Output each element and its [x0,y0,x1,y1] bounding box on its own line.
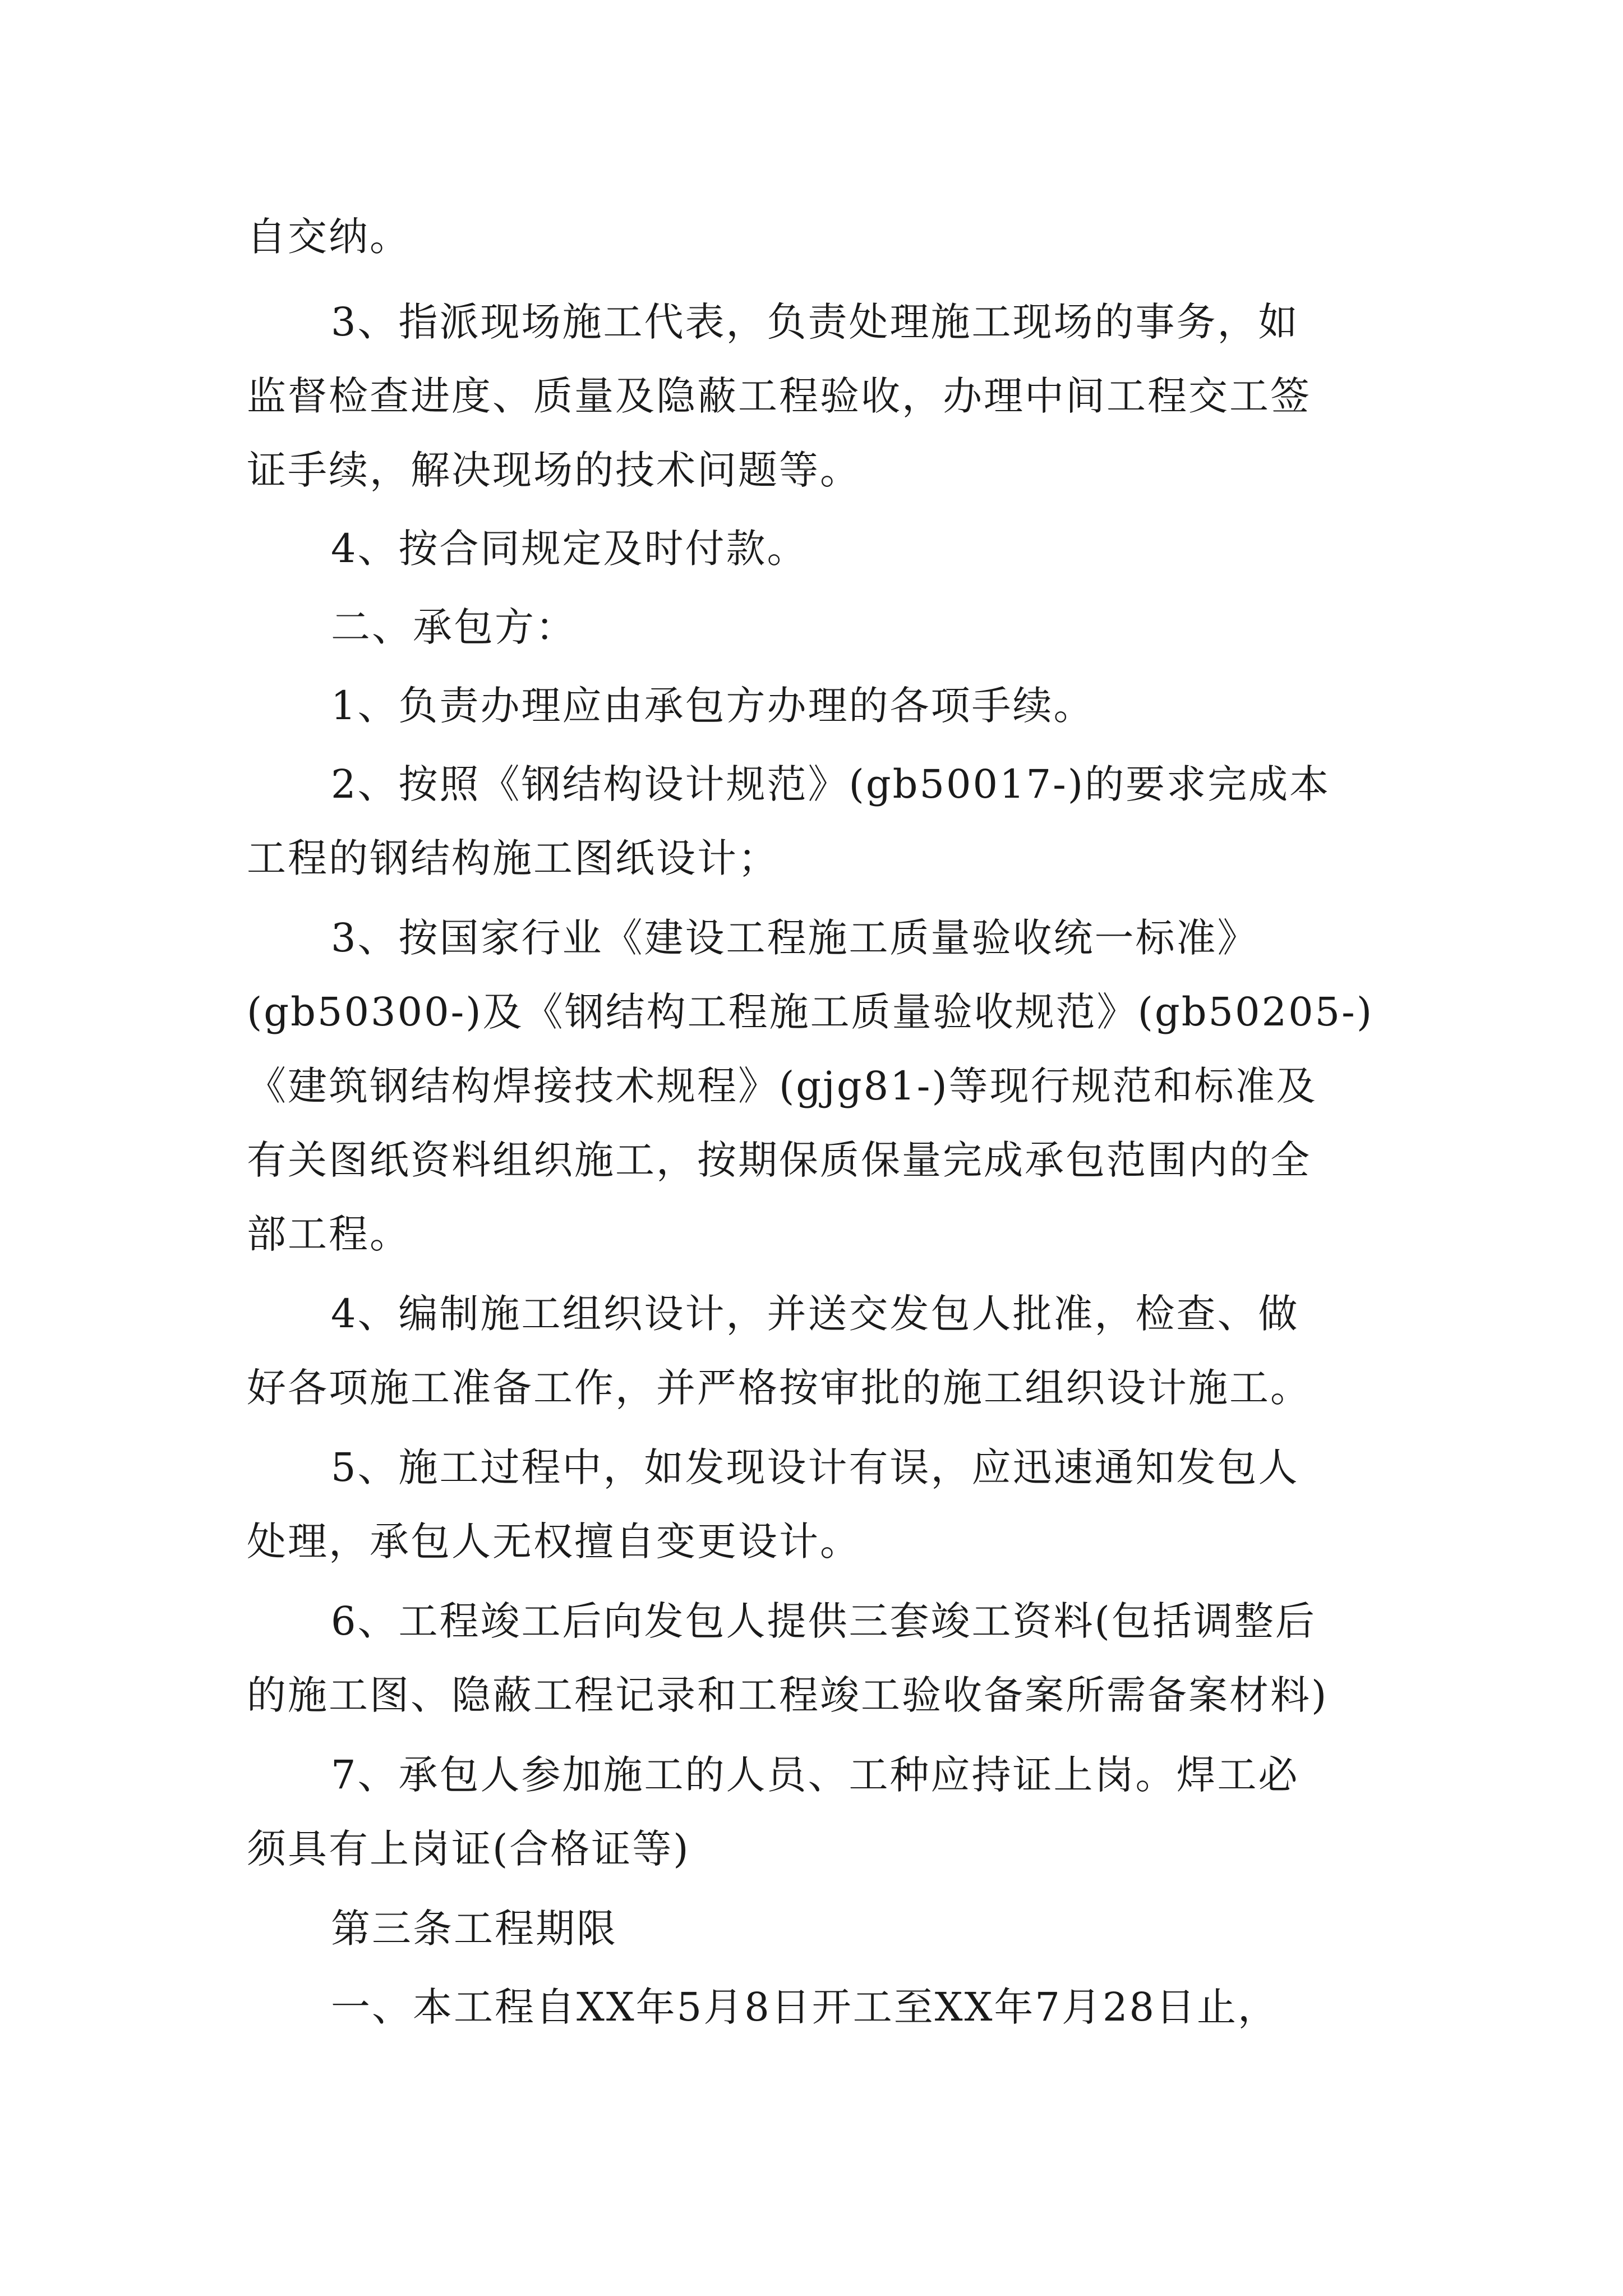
text-line: 好各项施工准备工作，并严格按审批的施工组织设计施工。 [247,1365,1311,1411]
text-line: 一、本工程自XX年5月8日开工至XX年7月28日止， [331,1984,1279,2030]
text-line: 4、按合同规定及时付款。 [331,526,808,572]
text-line: 须具有上岗证(合格证等) [247,1826,690,1872]
section-heading: 二、承包方： [331,604,577,650]
text-line: 1、负责办理应由承包方办理的各项手续。 [331,683,1095,729]
text-line: 的施工图、隐蔽工程记录和工程竣工验收备案所需备案材料) [247,1672,1329,1718]
text-line: 3、指派现场施工代表，负责处理施工现场的事务，如 [331,299,1299,345]
text-line: 3、按国家行业《建设工程施工质量验收统一标准》 [331,915,1258,961]
section-heading: 第三条工程期限 [331,1906,617,1952]
text-line: 部工程。 [247,1211,411,1257]
text-line: 证手续，解决现场的技术问题等。 [247,447,861,493]
text-line: (gb50300-)及《钢结构工程施工质量验收规范》(gb50205-) [247,989,1374,1035]
text-line: 7、承包人参加施工的人员、工种应持证上岗。焊工必 [331,1752,1299,1798]
text-line: 6、工程竣工后向发包人提供三套竣工资料(包括调整后 [331,1598,1316,1644]
text-line: 4、编制施工组织设计，并送交发包人批准，检查、做 [331,1291,1299,1337]
text-line: 处理，承包人无权擅自变更设计。 [247,1519,861,1565]
text-line: 自交纳。 [247,214,411,260]
text-line: 工程的钢结构施工图纸设计； [247,835,779,881]
text-line: 5、施工过程中，如发现设计有误，应迅速通知发包人 [331,1444,1299,1490]
text-line: 2、按照《钢结构设计规范》(gb50017-)的要求完成本 [331,761,1331,807]
text-line: 《建筑钢结构焊接技术规程》(gjg81-)等现行规范和标准及 [247,1063,1317,1109]
text-line: 监督检查进度、质量及隐蔽工程验收，办理中间工程交工签 [247,373,1311,419]
text-line: 有关图纸资料组织施工，按期保质保量完成承包范围内的全 [247,1137,1311,1183]
